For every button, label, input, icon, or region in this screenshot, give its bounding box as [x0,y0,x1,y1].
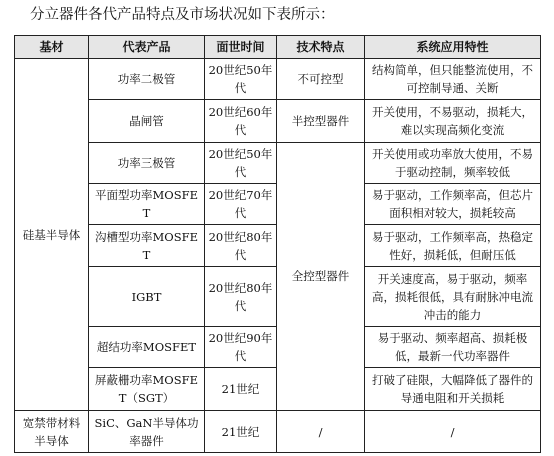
header-launch-time: 面世时间 [205,36,277,59]
tech-cell-semi-controlled: 半控型器件 [277,99,365,142]
product-cell: 晶闸管 [89,99,205,142]
application-cell: / [365,411,541,453]
application-cell: 结构简单，但只能整流使用，不可控制导通、关断 [365,59,541,100]
application-cell: 开关使用或功率放大使用，不易于驱动控制，频率较低 [365,142,541,183]
product-cell: 平面型功率MOSFET [89,183,205,225]
table-row [15,59,541,100]
time-cell: 20世纪80年代 [205,225,277,267]
header-technical-feature: 技术特点 [277,36,365,59]
application-cell: 易于驱动、频率超高、损耗极低，最新一代功率器件 [365,327,541,368]
time-cell: 21世纪 [205,368,277,411]
time-cell: 20世纪70年代 [205,183,277,225]
time-cell: 20世纪50年代 [205,142,277,183]
group-cell-silicon: 硅基半导体 [15,59,89,411]
application-cell: 易于驱动，工作频率高，热稳定性好，损耗低，但耐压低 [365,225,541,267]
time-cell: 20世纪80年代 [205,267,277,327]
application-cell: 打破了硅限，大幅降低了器件的导通电阻和开关损耗 [365,368,541,411]
tech-cell-uncontrolled: 不可控型 [277,59,365,100]
product-cell: SiC、GaN半导体功率器件 [89,411,205,453]
application-cell: 开关使用，不易驱动，损耗大，难以实现高频化变流 [365,99,541,142]
header-representative-product: 代表产品 [89,36,205,59]
product-cell: IGBT [89,267,205,327]
table-row [15,142,541,183]
product-cell: 超结功率MOSFET [89,327,205,368]
application-cell: 开关速度高，易于驱动，频率高，损耗很低，具有耐脉冲电流冲击的能力 [365,267,541,327]
time-cell: 20世纪60年代 [205,99,277,142]
tech-cell-wide-bandgap: / [277,411,365,453]
product-cell: 功率二极管 [89,59,205,100]
tech-cell-fully-controlled: 全控型器件 [277,142,365,410]
application-cell: 易于驱动，工作频率高，但芯片面积相对较大，损耗较高 [365,183,541,225]
header-application-feature: 系统应用特性 [365,36,541,59]
table-row [15,411,541,453]
group-cell-wide-bandgap: 宽禁带材料半导体 [15,411,89,453]
device-comparison-table [14,35,541,453]
time-cell: 20世纪50年代 [205,59,277,100]
time-cell: 20世纪90年代 [205,327,277,368]
intro-text: 分立器件各代产品特点及市场状况如下表所示： [30,7,335,23]
product-cell: 沟槽型功率MOSFET [89,225,205,267]
table-header-row [15,36,541,59]
table-row [15,99,541,142]
header-base-material: 基材 [15,36,89,59]
product-cell: 屏蔽栅功率MOSFET（SGT） [89,368,205,411]
product-cell: 功率三极管 [89,142,205,183]
time-cell: 21世纪 [205,411,277,453]
